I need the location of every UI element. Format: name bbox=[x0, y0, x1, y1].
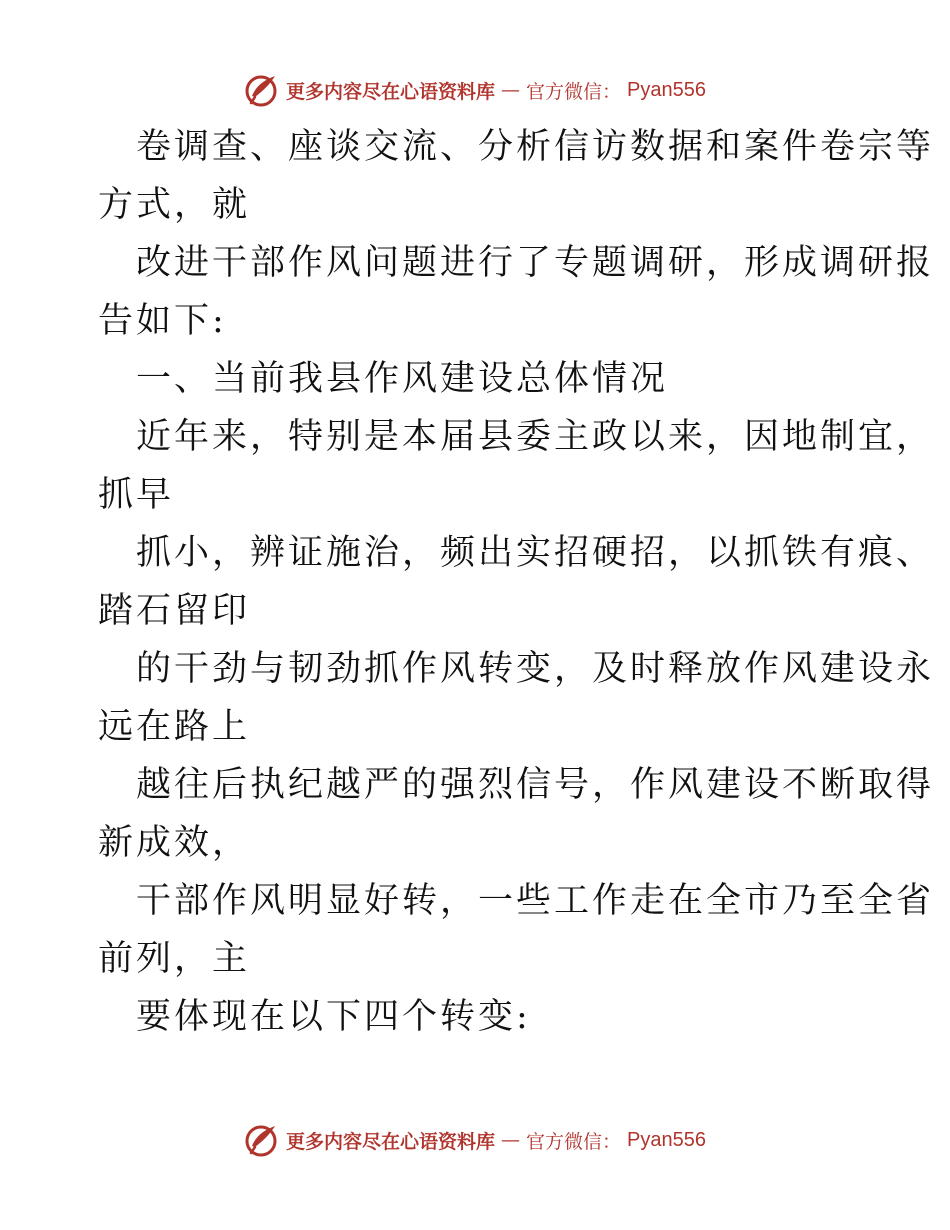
body-line-4: 告如下: bbox=[98, 301, 227, 341]
quill-logo-icon bbox=[244, 1122, 280, 1158]
body-line-11: 远在路上 bbox=[98, 707, 251, 747]
body-line-16: 要体现在以下四个转变: bbox=[136, 997, 531, 1037]
document-body bbox=[98, 118, 935, 1046]
watermark-label: 官方微信： bbox=[526, 80, 622, 103]
body-line-12: 越往后执纪越严的强烈信号，作风建设不断取得 bbox=[136, 765, 935, 805]
body-line-6: 近年来，特别是本届县委主政以来，因地制宜， bbox=[136, 417, 935, 457]
quill-logo-icon bbox=[244, 72, 280, 108]
body-line-2: 方式，就 bbox=[98, 185, 251, 225]
footer-watermark bbox=[0, 1120, 950, 1160]
watermark-separator: — bbox=[501, 79, 521, 101]
watermark-id: Pyan556 bbox=[627, 1128, 706, 1151]
body-line-9: 踏石留印 bbox=[98, 591, 251, 631]
body-line-3: 改进干部作风问题进行了专题调研，形成调研报 bbox=[136, 243, 935, 283]
header-watermark bbox=[0, 70, 950, 110]
watermark-id: Pyan556 bbox=[627, 78, 706, 101]
section-heading: 一、当前我县作风建设总体情况 bbox=[136, 359, 669, 399]
body-line-7: 抓早 bbox=[98, 475, 175, 515]
body-line-1: 卷调查、座谈交流、分析信访数据和案件卷宗等 bbox=[136, 127, 935, 167]
watermark-separator: — bbox=[501, 1129, 521, 1151]
body-line-14: 干部作风明显好转，一些工作走在全市乃至全省 bbox=[136, 881, 935, 921]
watermark-brand: 更多内容尽在心语资料库 bbox=[286, 80, 496, 103]
body-line-15: 前列，主 bbox=[98, 939, 251, 979]
watermark-label: 官方微信： bbox=[526, 1130, 622, 1153]
body-line-13: 新成效， bbox=[98, 823, 251, 863]
body-line-10: 的干劲与韧劲抓作风转变，及时释放作风建设永 bbox=[136, 649, 935, 689]
body-line-8: 抓小，辨证施治，频出实招硬招，以抓铁有痕、 bbox=[136, 533, 935, 573]
watermark-brand: 更多内容尽在心语资料库 bbox=[286, 1130, 496, 1153]
